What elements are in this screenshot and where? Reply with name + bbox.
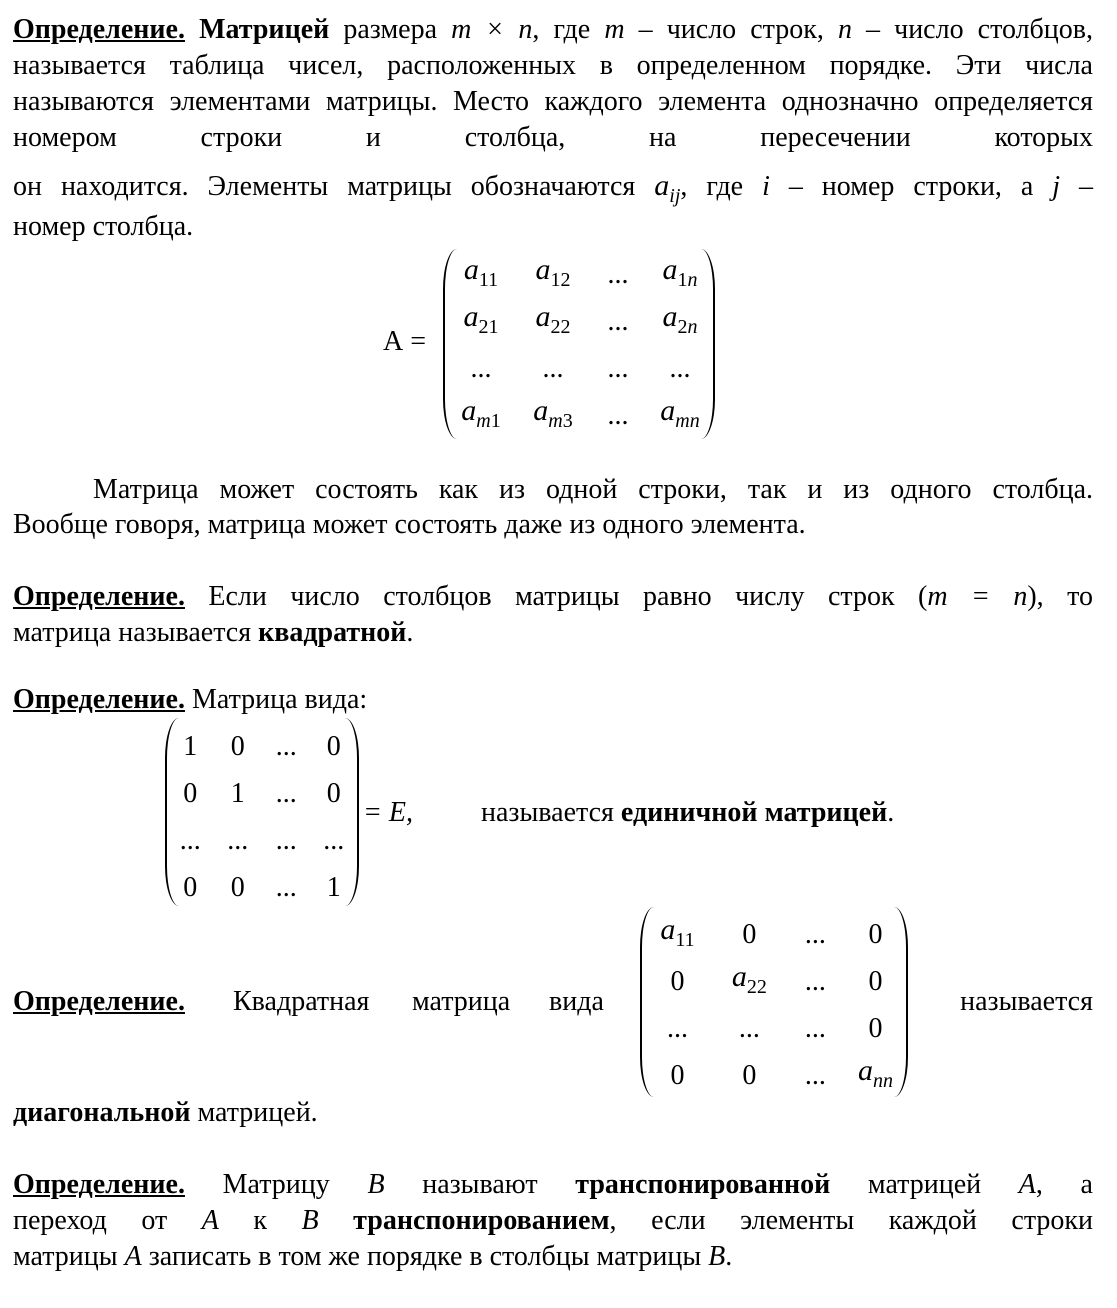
matrix-cell: ...	[607, 352, 629, 384]
matrix-cell: $a_{m3}$	[533, 393, 573, 432]
matrix-cell: ...	[275, 871, 297, 903]
def1-line6: номер столбца.	[13, 211, 194, 242]
matrix-cell: $a_{11}$	[463, 252, 499, 291]
matrix-cell: 0	[868, 965, 883, 997]
matrix-a	[443, 249, 715, 439]
matrix-cell: $a_{22}$	[535, 299, 571, 338]
matrix-row	[642, 911, 906, 958]
def5-line3: матрицы A записать в том же порядке в столбцы матрицы B.	[13, 1241, 733, 1272]
matrix-cell: 0	[868, 1012, 883, 1044]
matrix-row	[642, 1005, 906, 1052]
matrix-cell: ...	[804, 965, 826, 997]
matrix-e	[165, 718, 359, 906]
term-square: квадратной	[258, 617, 407, 648]
def4-line2: диагональной матрицей.	[13, 1097, 318, 1128]
matrix-cell: ...	[275, 730, 297, 762]
term-identity: единичной матрицей	[620, 797, 888, 828]
matrix-cell: ...	[666, 1012, 688, 1044]
matrix-row	[642, 1052, 906, 1099]
matrix-cell: ...	[607, 305, 629, 337]
matrix-cell: ...	[179, 824, 201, 856]
def5-line2: переход от A к B транспонированием, если элементы каждой строки	[13, 1205, 1094, 1236]
matrix-cell: ...	[607, 258, 629, 290]
matrix-cell: ...	[275, 777, 297, 809]
matrix-a-lhs: А =	[383, 326, 427, 357]
matrix-cell: ...	[542, 352, 564, 384]
def-label: Определение.	[13, 14, 185, 45]
matrix-row	[445, 345, 713, 392]
def2-line1: Определение. Если число столбцов матрицы равно числу строк (m = n), то	[13, 581, 1093, 612]
matrix-cell: 0	[183, 777, 198, 809]
matrix-cell: 0	[670, 965, 685, 997]
def3-line1: Определение. Матрица вида:	[13, 684, 368, 715]
matrix-cell: ...	[738, 1012, 760, 1044]
term-transposed: транспонированной	[575, 1169, 831, 1200]
matrix-row	[445, 298, 713, 345]
matrix-cell: 0	[868, 918, 883, 950]
matrix-cell: 1	[183, 730, 198, 762]
matrix-cell: ...	[470, 352, 492, 384]
def5-line1: Определение. Матрицу B называют транспонированной матрицей A, а	[13, 1169, 1093, 1200]
matrix-cell: 0	[326, 777, 341, 809]
matrix-cell: ...	[323, 824, 345, 856]
para2-line2: Вообще говоря, матрица может состоять даже из одного элемента.	[13, 509, 806, 540]
identity-eq: = E,	[363, 797, 413, 828]
matrix-row	[445, 251, 713, 298]
def-label: Определение.	[13, 1169, 185, 1200]
matrix-cell: 0	[742, 1059, 757, 1091]
matrix-cell: 0	[742, 918, 757, 950]
matrix-cell: ...	[804, 1012, 826, 1044]
matrix-cell: 1	[326, 871, 341, 903]
matrix-cell: ...	[804, 1059, 826, 1091]
matrix-row	[445, 392, 713, 439]
def-label: Определение.	[13, 581, 185, 612]
def1-line5: он находится. Элементы матрицы обозначаются $a_{ij}$, где i – номер строки, а j –	[13, 169, 1094, 207]
matrix-cell: 0	[230, 871, 245, 903]
matrix-cell: 0	[326, 730, 341, 762]
def-label: Определение.	[13, 684, 185, 715]
matrix-row	[642, 958, 906, 1005]
def4-line1: Определение. Квадратная матрица вида называется	[13, 984, 1093, 1024]
para2-line1: Матрица может состоять как из одной строки, так и из одного столбца.	[93, 474, 1093, 505]
matrix-cell: $a_{m1}$	[461, 393, 501, 432]
matrix-row	[167, 864, 357, 911]
matrix-cell: 1	[230, 777, 245, 809]
matrix-cell: $a_{21}$	[463, 299, 499, 338]
term-transposition: транспонированием	[353, 1205, 610, 1236]
identity-caption: называется единичной матрицей.	[481, 797, 895, 828]
term-matrix: Матрицей	[199, 14, 330, 45]
matrix-cell: 0	[230, 730, 245, 762]
def1-line1: Определение. Матрицей размера m × n, где m – число строк, n – число столбцов, называется таблица чисел, расположенных в определенном порядке. Эти числа называются элементами матрицы. Место каждого элемента однозначно определяется номером строки и столбца, на пересечении которых	[13, 14, 1094, 153]
matrix-cell: ...	[804, 918, 826, 950]
matrix-diagonal	[640, 907, 908, 1097]
matrix-cell: $a_{1n}$	[662, 252, 698, 291]
matrix-cell: $a_{11}$	[660, 912, 695, 951]
term-diagonal: диагональной	[13, 1097, 191, 1128]
matrix-cell: ...	[275, 824, 297, 856]
def2-line2: матрица называется квадратной.	[13, 617, 414, 648]
matrix-cell: $a_{2n}$	[662, 299, 698, 338]
matrix-cell: $a_{nn}$	[857, 1053, 893, 1092]
matrix-cell: 0	[670, 1059, 685, 1091]
matrix-cell: ...	[669, 352, 691, 384]
matrix-row	[167, 723, 357, 770]
matrix-row	[167, 770, 357, 817]
matrix-cell: ...	[607, 399, 629, 431]
matrix-cell: $a_{22}$	[731, 959, 767, 998]
matrix-cell: $a_{12}$	[535, 252, 571, 291]
matrix-row	[167, 817, 357, 864]
matrix-cell: $a_{mn}$	[660, 393, 700, 432]
def-label: Определение.	[13, 986, 185, 1017]
matrix-cell: ...	[227, 824, 249, 856]
matrix-cell: 0	[183, 871, 198, 903]
